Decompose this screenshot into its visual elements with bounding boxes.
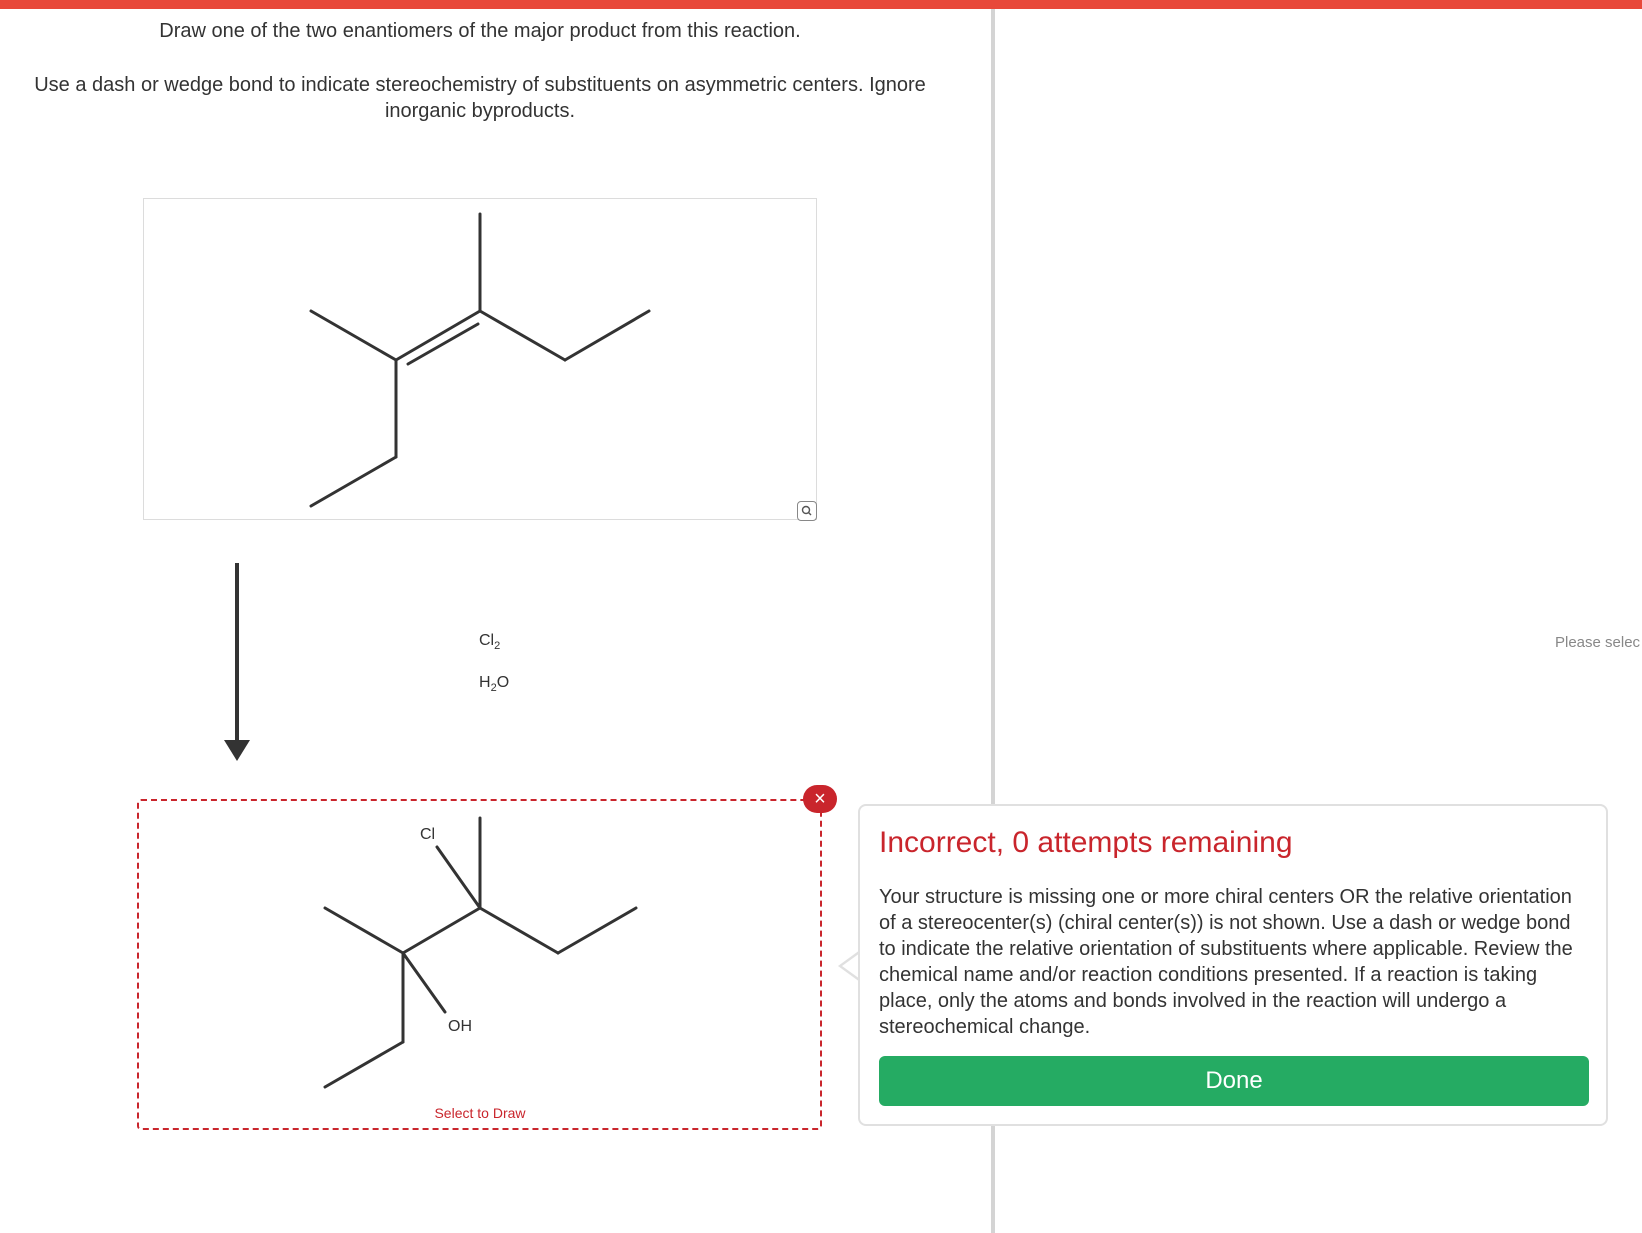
feedback-title: Incorrect, 0 attempts remaining (879, 826, 1293, 859)
question-instruction: Draw one of the two enantiomers of the major product from this reaction. (159, 20, 801, 42)
magnify-icon (798, 502, 816, 520)
top-accent-bar (0, 0, 1642, 9)
feedback-message: Your structure is missing one or more chiral centers OR the relative orientation of a stereocenter(s) (chiral center(s)) is not shown. Use a dash or wedge bond to indicate the relative orientation of substituents where applicable. Review the chemical name and/or reaction conditions presented. If a reaction is taking place, only the atoms and bonds involved in the reaction will undergo a stereochemical change. (879, 886, 1573, 1038)
question-stereo-note: Use a dash or wedge bond to indicate stereochemistry of substituents on asymmetric centers. Ignore inorganic byproducts. (34, 74, 926, 122)
zoom-button[interactable] (797, 501, 817, 521)
reagent-water: $H_2O$ (479, 674, 510, 695)
please-select-text: Please selec (1555, 634, 1641, 651)
reagent-chlorine: $Cl_2$ (479, 632, 501, 653)
close-icon: × (803, 785, 837, 813)
down-arrow-icon (224, 740, 250, 761)
product-oh-label: OH (448, 1018, 472, 1035)
feedback-panel (858, 804, 1608, 1126)
error-status-icon (803, 785, 837, 815)
answer-drawing-area[interactable] (137, 799, 822, 1130)
reactant-structure-box (143, 198, 817, 520)
reaction-arrow (224, 563, 250, 761)
done-button[interactable]: Done (879, 1056, 1589, 1106)
product-cl-label: Cl (420, 826, 436, 843)
select-to-draw-link[interactable]: Select to Draw (434, 1105, 526, 1121)
